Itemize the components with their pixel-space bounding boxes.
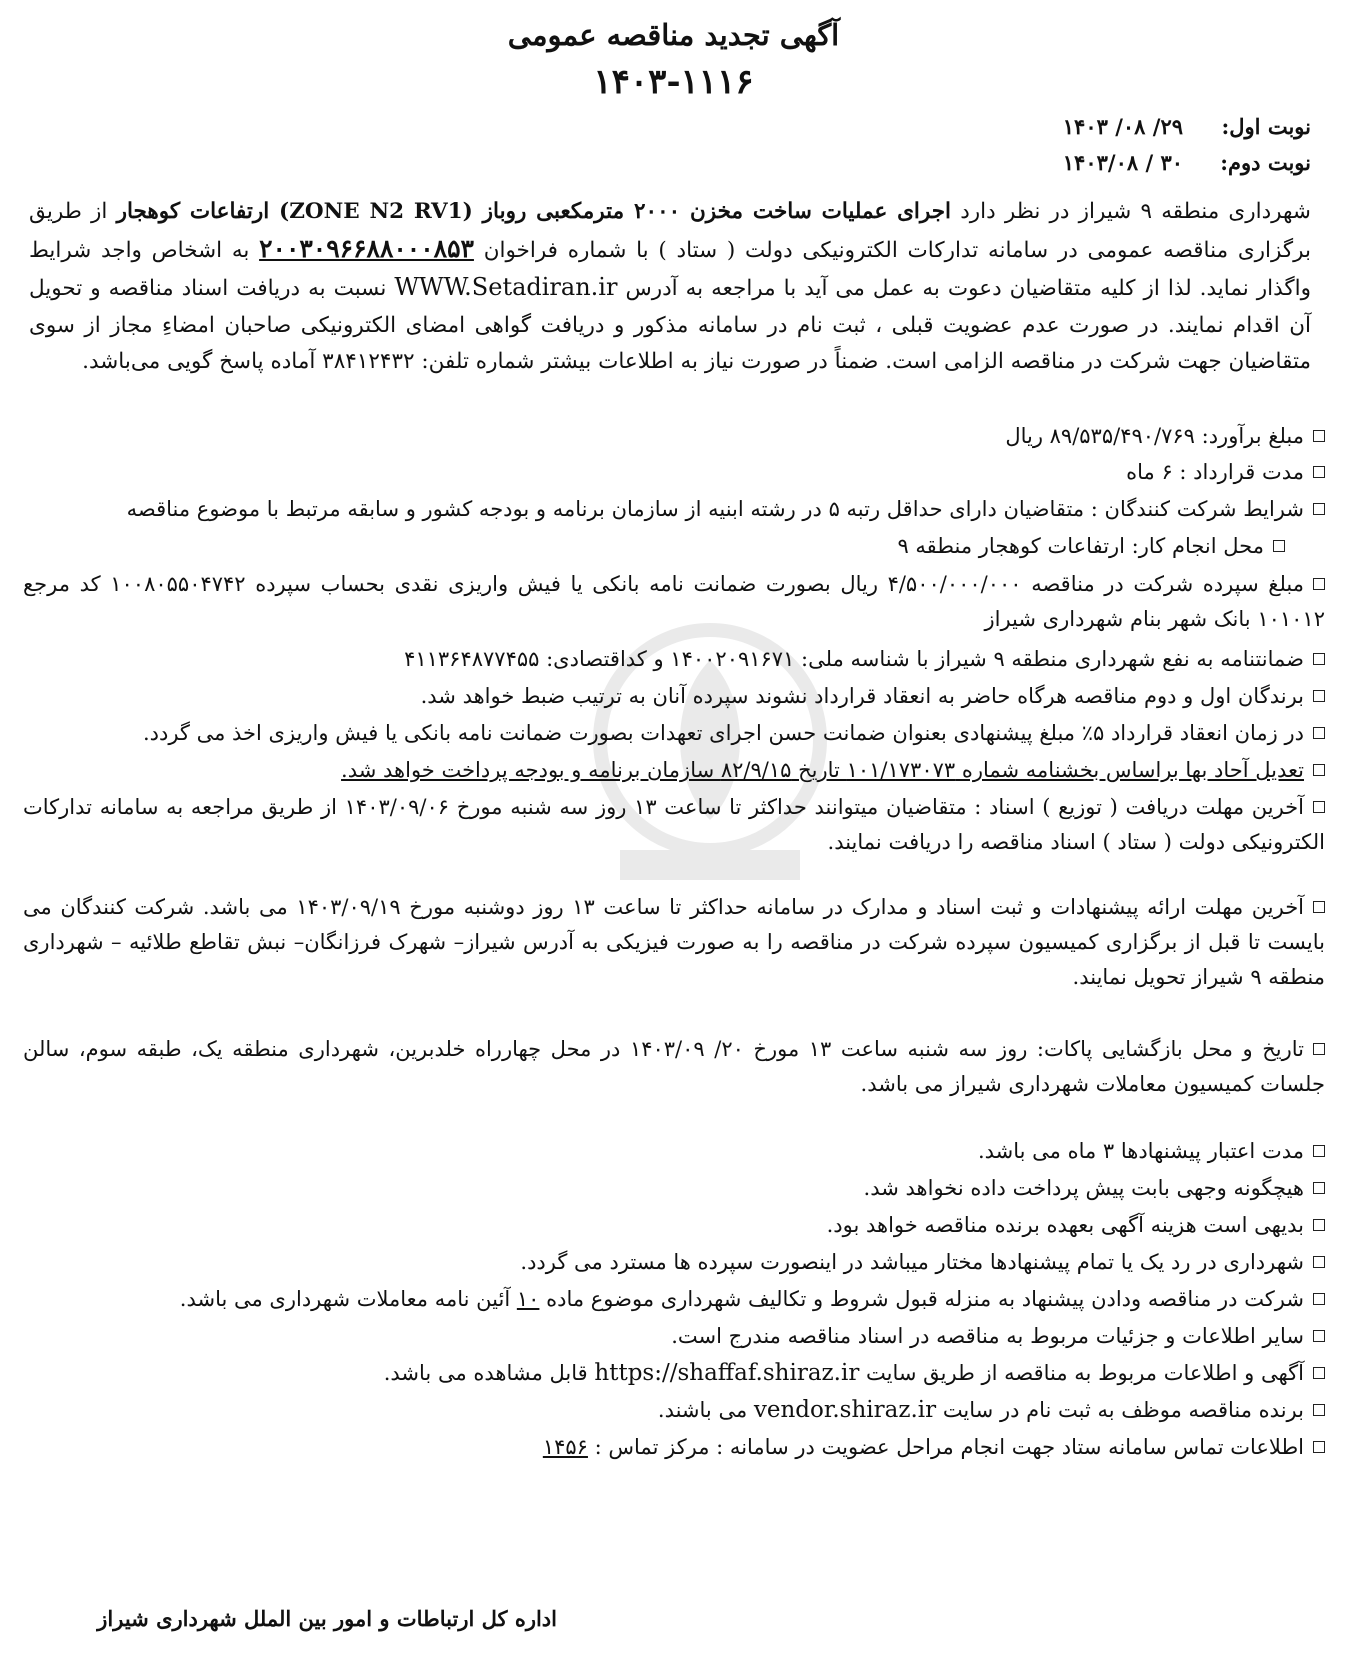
estimate-text: مبلغ برآورد: ۸۹/۵۳۵/۴۹۰/۷۶۹ ریال: [1005, 424, 1304, 448]
acceptance-text-2: آئین نامه معاملات شهرداری می باشد.: [179, 1287, 511, 1311]
checkbox-icon: [1313, 1182, 1325, 1194]
list-item-acceptance: [23, 1282, 1325, 1317]
checkbox-icon: [1273, 540, 1285, 552]
tender-number: ۱۴۰۳-۱۱۱۶: [593, 62, 754, 102]
vendor-text-2: می باشند.: [657, 1398, 748, 1422]
list-item-website: [23, 1356, 1325, 1391]
list-item-distribution: [23, 790, 1325, 860]
prepayment-text: هیچگونه وجهی بابت پیش پرداخت داده نخواهد شد.: [863, 1176, 1304, 1200]
checkbox-icon: [1313, 901, 1325, 913]
reject-text: شهرداری در رد یک یا تمام پیشنهادها مختار میباشد در اینصورت سپرده ها مسترد می گردد.: [520, 1250, 1304, 1274]
first-publication: [1063, 114, 1311, 139]
list-item-performance: [23, 716, 1325, 751]
checkbox-icon: [1313, 801, 1325, 813]
second-publication: [1063, 150, 1311, 175]
notice-title: آگهی تجدید مناقصه عمومی: [507, 18, 840, 52]
intro-text-3: به اشخاص واجد شرایط واگذار نماید. لذا از کلیه متقاضیان دعوت به عمل می آید با مراجعه به آدرس: [29, 237, 1311, 301]
website-text-1: آگهی و اطلاعات مربوط به مناقصه از طریق سایت: [866, 1361, 1304, 1385]
vendor-text-1: برنده مناقصه موظف به ثبت نام در سایت: [942, 1398, 1304, 1422]
list-item-submission: [23, 890, 1325, 995]
deposit-text: مبلغ سپرده شرکت در مناقصه ۴/۵۰۰/۰۰۰/۰۰۰ ریال بصورت ضمانت نامه بانکی یا فیش واریزی نقدی بحساب سپرده ۱۰۰۸۰۵۵۰۴۷۴۲ کد مرجع ۱۰۱۰۱۲ بانک شهر بنام شهرداری شیراز: [23, 572, 1325, 631]
list-item-opening: [23, 1032, 1325, 1102]
checkbox-icon: [1313, 690, 1325, 702]
checkbox-icon: [1313, 1219, 1325, 1231]
second-publication-label: نوبت دوم:: [1220, 150, 1311, 175]
duration-text: مدت قرارداد : ۶ ماه: [1126, 460, 1304, 484]
contact-number: ۱۴۵۶: [542, 1435, 588, 1459]
checkbox-icon: [1313, 727, 1325, 739]
checkbox-icon: [1313, 578, 1325, 590]
list-item-estimate: [23, 419, 1325, 454]
acceptance-text-1: شرکت در مناقصه ودادن پیشنهاد به منزله قبول شروط و تکالیف شهرداری موضوع ماده: [546, 1287, 1304, 1311]
list-item-validity: [23, 1134, 1325, 1169]
opening-text: تاریخ و محل بازگشایی پاکات: روز سه شنبه ساعت ۱۳ مورخ ۲۰/ ۱۴۰۳/۰۹ در محل چهارراه خلدبرین، شهرداری منطقه یک، طبقه سوم، سالن جلسات کمیسیون معاملات شهرداری شیراز می باشد.: [23, 1037, 1325, 1096]
other-info-text: سایر اطلاعات و جزئیات مربوط به مناقصه در اسناد مناقصه مندرج است.: [671, 1324, 1304, 1348]
contact-text: اطلاعات تماس سامانه ستاد جهت انجام مراحل عضویت در سامانه : مرکز تماس :: [594, 1435, 1304, 1459]
project-title: اجرای عملیات ساخت مخزن ۲۰۰۰ مترمکعبی روباز (ZONE N2 RV1) ارتفاعات کوهجار: [116, 199, 952, 224]
article-number: ۱۰: [516, 1287, 540, 1311]
checkbox-icon: [1313, 1330, 1325, 1342]
submission-text: آخرین مهلت ارائه پیشنهادات و ثبت اسناد و مدارک در سامانه حداکثر تا ساعت ۱۳ روز دوشنبه مورخ ۱۴۰۳/۰۹/۱۹ می باشد. شرکت کنندگان می بایست تا قبل از برگزاری کمیسیون سپرده شرکت در مناقصه را به صورت فیزیکی به آدرس شیراز– شهرک فرزانگان– نبش تقاطع طلائیه – شهرداری منطقه ۹ شیراز تحویل نمایند.: [23, 895, 1325, 989]
first-publication-date: ۲۹/ ۰۸/ ۱۴۰۳: [1062, 114, 1183, 139]
intro-text-4: نسبت به دریافت اسناد مناقصه و تحویل آن اقدام نمایند. در صورت عدم عضویت قبلی ، ثبت نام در سامانه مذکور و دریافت گواهی امضای الکترونیکی صاحبان امضاءِ مجاز از سوی متقاضیان جهت شرکت در مناقصه الزامی است. ضمناً در صورت نیاز به اطلاعات بیشتر شماره تلفن: ۳۸۴۱۲۴۳۲ آماده پاسخ گویی می‌باشد.: [29, 276, 1311, 374]
list-item-location: [23, 529, 1325, 564]
guarantee-text: ضمانتنامه به نفع شهرداری منطقه ۹ شیراز با شناسه ملی: ۱۴۰۰۲۰۹۱۶۷۱ و کداقتصادی: ۴۱۱۳۶۴۸۷۷۴۵۵: [404, 647, 1304, 671]
distribution-text: آخرین مهلت دریافت ( توزیع ) اسناد : متقاضیان میتوانند حداکثر تا ساعت ۱۳ روز سه شنبه مورخ ۱۴۰۳/۰۹/۰۶ از طریق مراجعه به سامانه تدارکات الکترونیکی دولت ( ستاد ) اسناد مناقصه را دریافت نمایند.: [23, 795, 1325, 854]
list-item-reject: [23, 1245, 1325, 1280]
checkbox-icon: [1313, 764, 1325, 776]
checkbox-icon: [1313, 1441, 1325, 1453]
intro-text-2: از طریق برگزاری مناقصه عمومی در سامانه تدارکات الکترونیکی دولت ( ستاد ) با شماره فراخوان: [29, 199, 1311, 263]
winners-text: برندگان اول و دوم مناقصه هرگاه حاضر به انعقاد قرارداد نشوند سپرده آنان به ترتیب ضبط خواهد شد.: [420, 684, 1304, 708]
checkbox-icon: [1313, 1043, 1325, 1055]
list-item-ad-cost: [23, 1208, 1325, 1243]
checkbox-icon: [1313, 1256, 1325, 1268]
list-item-duration: [23, 455, 1325, 490]
checkbox-icon: [1313, 1293, 1325, 1305]
location-text: محل انجام کار: ارتفاعات کوهجار منطقه ۹: [897, 534, 1264, 558]
ad-cost-text: بدیهی است هزینه آگهی بعهده برنده مناقصه خواهد بود.: [826, 1213, 1304, 1237]
list-item-winners: [23, 679, 1325, 714]
list-item-prepayment: [23, 1171, 1325, 1206]
checkbox-icon: [1313, 466, 1325, 478]
website-text-2: قابل مشاهده می باشد.: [383, 1361, 588, 1385]
list-item-guarantee: [23, 642, 1325, 677]
conditions-text: شرایط شرکت کنندگان : متقاضیان دارای حداقل رتبه ۵ در رشته ابنیه از سازمان برنامه و بودجه کشور و سابقه مرتبط با موضوع مناقصه: [126, 497, 1304, 521]
checkbox-icon: [1313, 1404, 1325, 1416]
checkbox-icon: [1313, 653, 1325, 665]
setadiran-link[interactable]: WWW.Setadiran.ir: [394, 273, 618, 301]
list-item-contact: [23, 1430, 1325, 1465]
list-item-vendor: [23, 1393, 1325, 1428]
validity-text: مدت اعتبار پیشنهادها ۳ ماه می باشد.: [977, 1139, 1304, 1163]
intro-text-1: شهرداری منطقه ۹ شیراز در نظر دارد: [960, 199, 1311, 224]
vendor-link[interactable]: vendor.shiraz.ir: [753, 1397, 937, 1423]
call-number: ۲۰۰۳۰۹۶۶۸۸۰۰۰۸۵۳: [259, 233, 474, 263]
list-item-conditions: [23, 492, 1325, 527]
adjustment-text: تعدیل آحاد بها براساس بخشنامه شماره ۱۰۱/۱۷۳۰۷۳ تاریخ ۸۲/۹/۱۵ سازمان برنامه و بودجه پرداخت خواهد شد.: [341, 758, 1304, 782]
shaffaf-link[interactable]: https://shaffaf.shiraz.ir: [594, 1360, 860, 1386]
publisher-signature: اداره کل ارتباطات و امور بین الملل شهرداری شیراز: [97, 1606, 557, 1631]
first-publication-label: نوبت اول:: [1221, 114, 1311, 139]
second-publication-date: ۳۰ / ۱۴۰۳/۰۸: [1062, 150, 1183, 175]
list-item-other-info: [23, 1319, 1325, 1354]
performance-text: در زمان انعقاد قرارداد ۵٪ مبلغ پیشنهادی بعنوان ضمانت حسن اجرای تعهدات بصورت ضمانت نامه بانکی یا فیش واریزی اخذ می گردد.: [142, 721, 1304, 745]
checkbox-icon: [1313, 430, 1325, 442]
checkbox-icon: [1313, 503, 1325, 515]
checkbox-icon: [1313, 1367, 1325, 1379]
intro-paragraph: [29, 194, 1311, 381]
list-item-adjustment: [23, 753, 1325, 788]
checkbox-icon: [1313, 1145, 1325, 1157]
list-item-deposit: [23, 567, 1325, 637]
